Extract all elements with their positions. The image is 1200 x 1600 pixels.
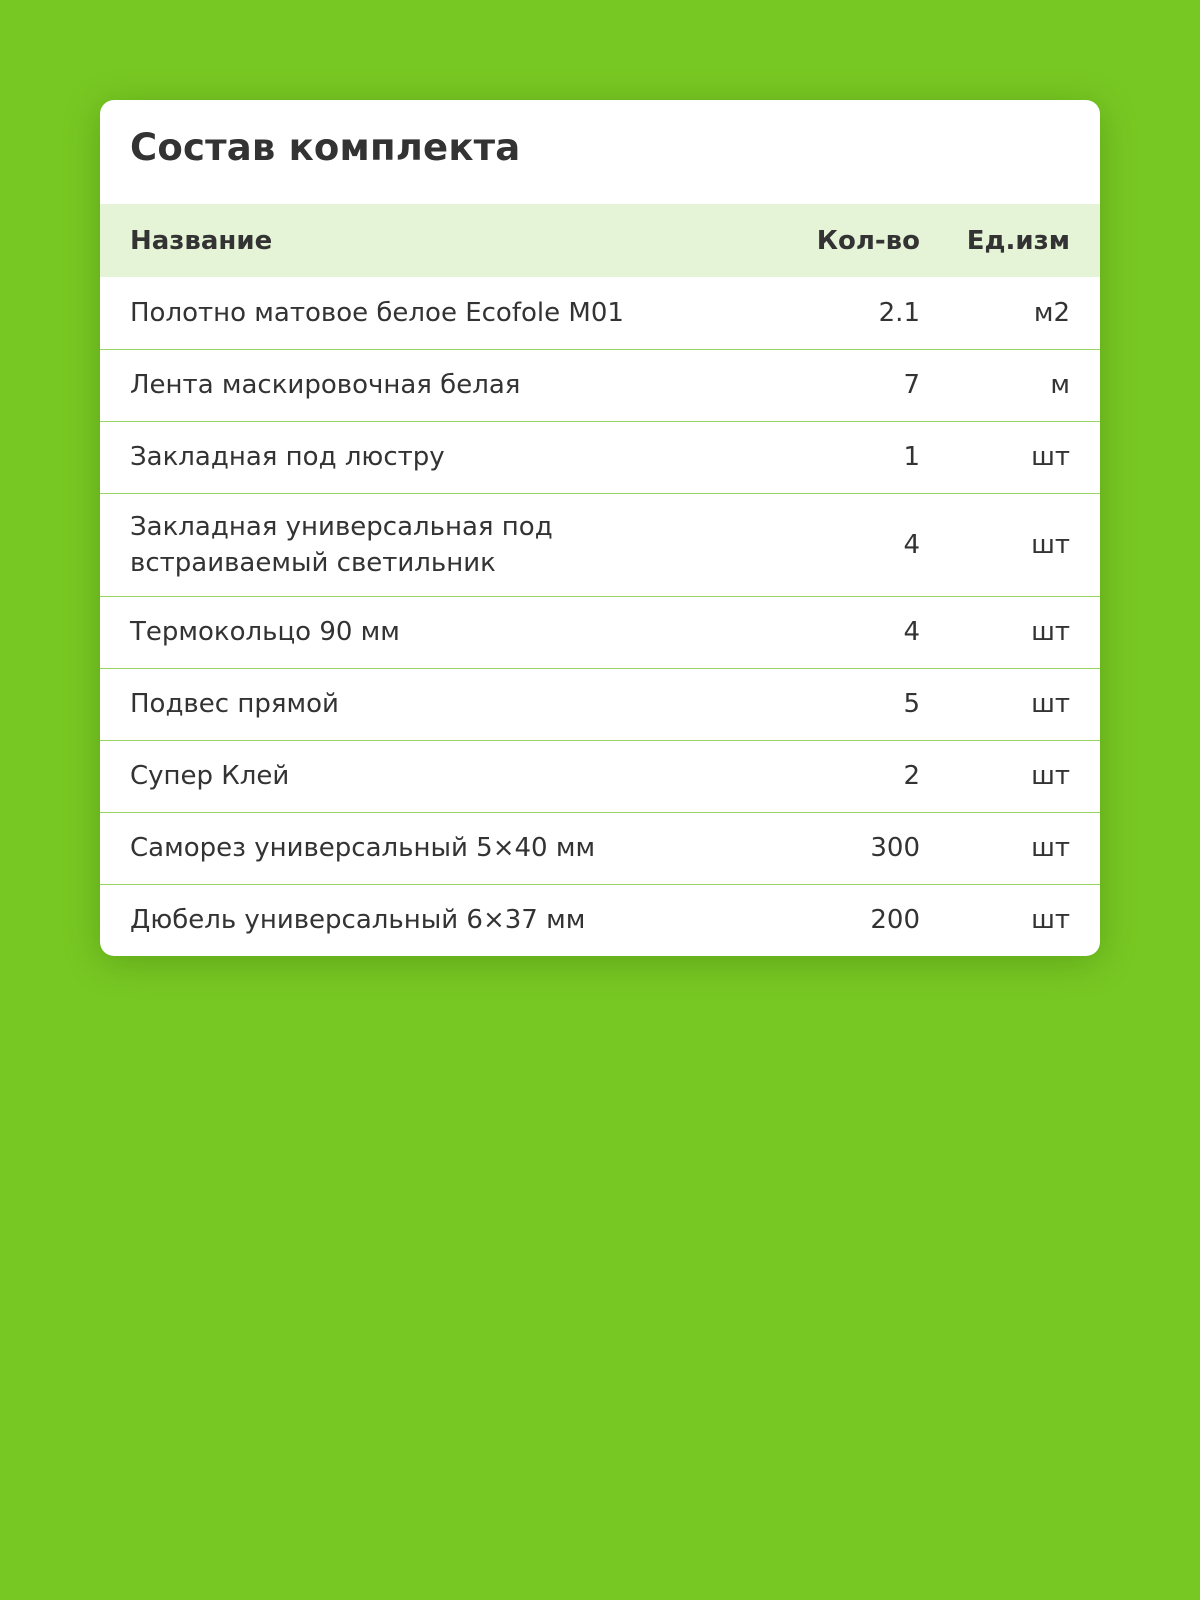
item-qty: 1 [720,421,920,493]
item-name: Саморез универсальный 5×40 мм [100,812,720,884]
item-name: Лента маскировочная белая [100,349,720,421]
table-row [100,349,1100,421]
table-row [100,668,1100,740]
item-unit: шт [920,421,1100,493]
item-qty: 5 [720,668,920,740]
item-qty: 2.1 [878,297,920,328]
item-name: Дюбель универсальный 6×37 мм [100,884,720,956]
item-name: Полотно матовое белое Ecofole M01 [130,297,624,328]
table-row [100,812,1100,884]
item-name: Закладная под люстру [100,421,720,493]
item-unit: м2 [1033,297,1070,328]
item-name: Супер Клей [100,740,720,812]
table-row [100,884,1100,956]
item-unit: шт [920,740,1100,812]
item-name [100,493,720,596]
table-header-row [100,204,1100,277]
table-row [100,277,1100,349]
item-unit: шт [920,668,1100,740]
item-unit: м [920,349,1100,421]
item-qty: 200 [720,884,920,956]
table-row [100,493,1100,596]
item-name-line-1: Закладная универсальная под [130,511,553,542]
item-qty: 300 [720,812,920,884]
table-row [100,596,1100,668]
item-unit: шт [920,493,1100,596]
column-header-qty: Кол-во [816,225,920,256]
item-unit: шт [920,812,1100,884]
item-qty: 4 [720,596,920,668]
column-header-unit: Ед.изм [966,225,1070,256]
kit-contents-card [100,100,1100,956]
table-row [100,740,1100,812]
column-header-name: Название [130,225,273,256]
item-name-line-2: встраиваемый светильник [130,547,496,578]
item-name: Подвес прямой [100,668,720,740]
table-header [100,204,1100,277]
card-title: Состав комплекта [130,126,521,169]
table-body [100,277,1100,956]
kit-table [100,204,1100,956]
item-qty: 2 [720,740,920,812]
item-qty: 7 [720,349,920,421]
item-unit: шт [920,884,1100,956]
item-name: Термокольцо 90 мм [100,596,720,668]
table-row [100,421,1100,493]
item-unit: шт [920,596,1100,668]
item-qty: 4 [720,493,920,596]
